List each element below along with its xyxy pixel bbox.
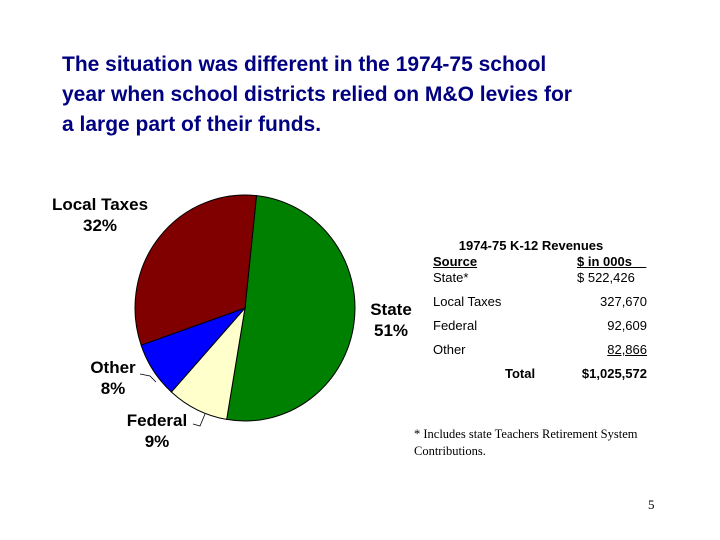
- table-total-row: [433, 366, 663, 382]
- revenue-table-caption: 1974-75 K-12 Revenues: [458, 238, 604, 253]
- row-amount: 82,866: [607, 342, 647, 357]
- row-source: Local Taxes: [433, 294, 502, 309]
- footnote: [414, 426, 684, 460]
- header-source: Source: [433, 254, 478, 269]
- revenue-table-header: [433, 254, 663, 270]
- total-label: Total: [505, 366, 536, 381]
- pie-label-federal: Federal 9%: [126, 411, 188, 451]
- header-amount: $ in 000s: [577, 254, 647, 269]
- pie-label-local-taxes: Local Taxes 32%: [51, 195, 149, 235]
- table-row: [433, 270, 663, 286]
- pie-leader-line: [140, 374, 156, 382]
- slide-title-line: year when school districts relied on M&O levies for: [62, 83, 572, 106]
- table-row: [433, 294, 663, 310]
- total-amount: $1,025,572: [581, 366, 647, 381]
- table-row: [433, 342, 663, 358]
- pie-label-other: Other 8%: [90, 358, 136, 398]
- pie-leader-line: [193, 414, 205, 426]
- revenue-table: [433, 238, 663, 382]
- row-source: State*: [433, 270, 469, 285]
- footnote-line: * Includes state Teachers Retirement System: [414, 427, 638, 441]
- table-row: [433, 318, 663, 334]
- row-amount: $ 522,426: [577, 270, 635, 285]
- row-source: Federal: [433, 318, 478, 333]
- footnote-line: Contributions.: [414, 444, 486, 458]
- row-amount: 327,670: [600, 294, 647, 309]
- pie-slices: [135, 195, 355, 421]
- row-amount: 92,609: [607, 318, 647, 333]
- slide-title-line: a large part of their funds.: [62, 113, 322, 136]
- page-number: 5: [648, 497, 655, 512]
- row-source: Other: [433, 342, 466, 357]
- slide-title-line: The situation was different in the 1974-75 school: [62, 53, 547, 76]
- pie-label-state: State 51%: [370, 300, 412, 340]
